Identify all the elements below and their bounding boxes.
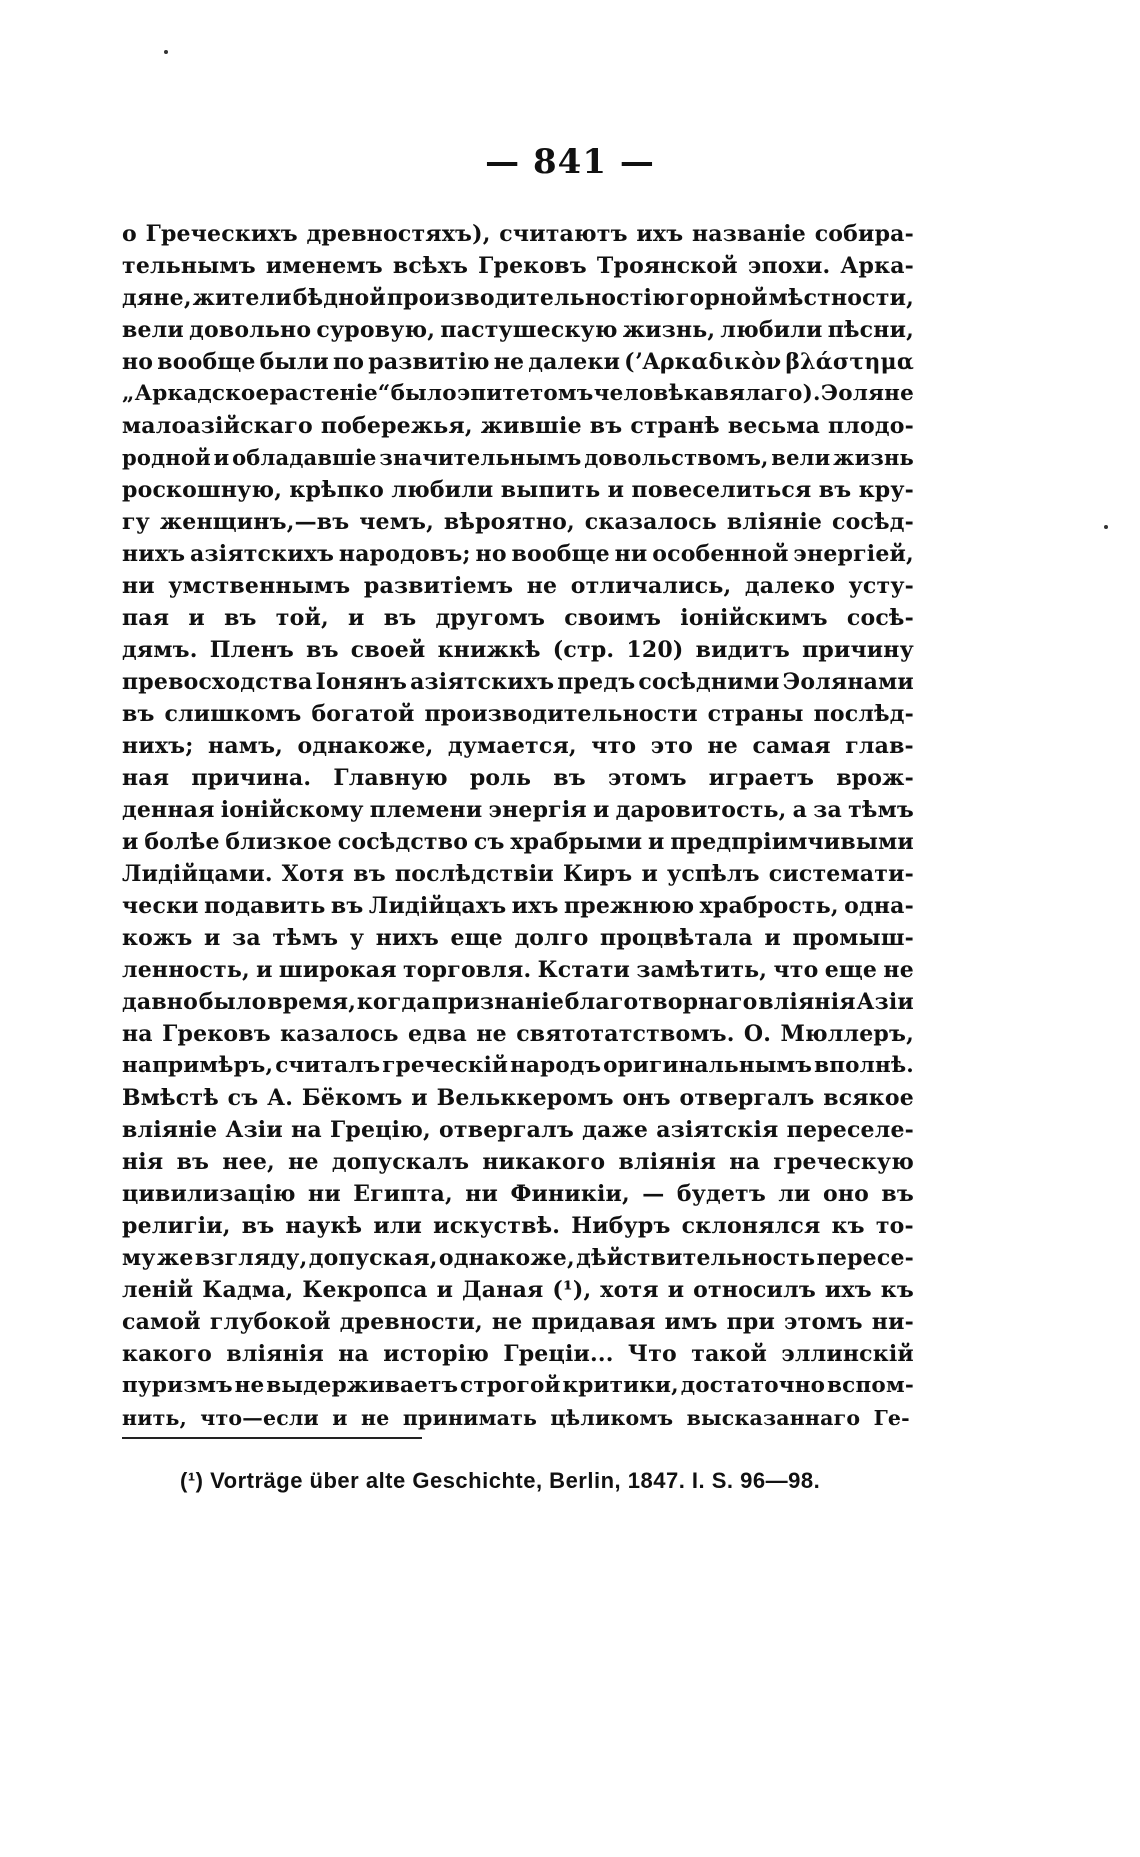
text-line: гу женщинъ,—въ чемъ, вѣроятно, сказалось вліяніе сосѣд- — [122, 509, 914, 535]
text-line: чески подавить въ Лидійцахъ ихъ прежнюю храбрость, одна- — [122, 893, 914, 919]
text-line: на Грековъ казалось едва не святотатствомъ. О. Мюллеръ, — [122, 1021, 914, 1047]
text-line: вели довольно суровую, пастушескую жизнь, любили пѣсни, — [122, 317, 914, 343]
text-line: ная причина. Главную роль въ этомъ играетъ врож- — [122, 765, 914, 791]
footnote-divider — [122, 1437, 422, 1439]
text-line: нихъ азіятскихъ народовъ; но вообще ни особенной энергіей, — [122, 541, 914, 567]
text-line: му же взгляду, допуская, однакоже, дѣйствительность пересе- — [122, 1245, 914, 1271]
page-number: — 841 — — [485, 142, 655, 182]
text-line: „Аркадское растеніе“ было эпитетомъ человѣка вялаго). Эоляне — [122, 381, 914, 406]
text-line: вліяніе Азіи на Грецію, отвергалъ даже азіятскія переселе- — [122, 1117, 914, 1143]
text-line: ни умственнымъ развитіемъ не отличались, далеко усту- — [122, 573, 914, 599]
text-line: тельнымъ именемъ всѣхъ Грековъ Троянской эпохи. Арка- — [122, 253, 914, 279]
text-line: въ слишкомъ богатой производительности страны послѣд- — [122, 701, 914, 727]
text-line: нить, что—если и не принимать цѣликомъ высказаннаго Ге- — [122, 1406, 910, 1430]
text-line: нія въ нее, не допускалъ никакого вліянія на греческую — [122, 1149, 914, 1175]
text-line: религіи, въ наукѣ или искуствѣ. Нибуръ склонялся къ то- — [122, 1213, 914, 1239]
scan-speck — [164, 50, 168, 54]
text-line: напримѣръ, считалъ греческій народъ оригинальнымъ вполнѣ. — [122, 1053, 914, 1078]
text-line: денная іонійскому племени энергія и даровитость, а за тѣмъ — [122, 797, 914, 823]
text-line: родной и обладавшіе значительнымъ довольствомъ, вели жизнь — [122, 445, 914, 470]
body-text — [122, 218, 914, 1434]
text-line: нихъ; намъ, однакоже, думается, что это не самая глав- — [122, 733, 914, 759]
text-line: превосходства Іонянъ азіятскихъ предъ сосѣдними Эолянами — [122, 669, 914, 695]
text-line: дямъ. Пленъ въ своей книжкѣ (стр. 120) видитъ причину — [122, 637, 914, 663]
text-line: Вмѣстѣ съ А. Бёкомъ и Вельккеромъ онъ отвергалъ всякое — [122, 1085, 914, 1111]
text-line: о Греческихъ древностяхъ), считаютъ ихъ названіе собира- — [122, 221, 914, 247]
text-line: пая и въ той, и въ другомъ своимъ іонійскимъ сосѣ- — [122, 605, 914, 631]
text-line: кожъ и за тѣмъ у нихъ еще долго процвѣтала и промыш- — [122, 925, 914, 951]
text-line: дяне, жители бѣдной производительностію горной мѣстности, — [122, 285, 914, 311]
text-line: и болѣе близкое сосѣдство съ храбрыми и предпріимчивыми — [122, 829, 914, 855]
text-line: малоазійскаго побережья, жившіе въ странѣ весьма плодо- — [122, 413, 914, 439]
footnote: (¹) Vorträge über alte Geschichte, Berlin, 1847. I. S. 96—98. — [180, 1468, 821, 1493]
scan-speck — [1104, 525, 1108, 529]
text-line: но вообще были по развитію не далеки (ʼΑρκαδικὸν βλάστημα — [122, 349, 914, 375]
text-line: цивилизацію ни Египта, ни Финикіи, — будетъ ли оно въ — [122, 1181, 914, 1207]
text-line: давно было время, когда признаніе благотворнаго вліянія Азіи — [122, 989, 914, 1015]
text-line: ленность, и широкая торговля. Кстати замѣтить, что еще не — [122, 957, 914, 983]
text-line: какого вліянія на исторію Греціи... Что такой эллинскій — [122, 1341, 914, 1367]
text-line: Лидійцами. Хотя въ послѣдствіи Киръ и успѣлъ системати- — [122, 861, 914, 887]
text-line: леній Кадма, Кекропса и Даная (¹), хотя и относилъ ихъ къ — [122, 1277, 914, 1303]
text-line: пуризмъ не выдерживаетъ строгой критики, достаточно вспом- — [122, 1373, 914, 1398]
text-line: роскошную, крѣпко любили выпить и повеселиться въ кру- — [122, 477, 914, 503]
text-line: самой глубокой древности, не придавая имъ при этомъ ни- — [122, 1309, 914, 1335]
